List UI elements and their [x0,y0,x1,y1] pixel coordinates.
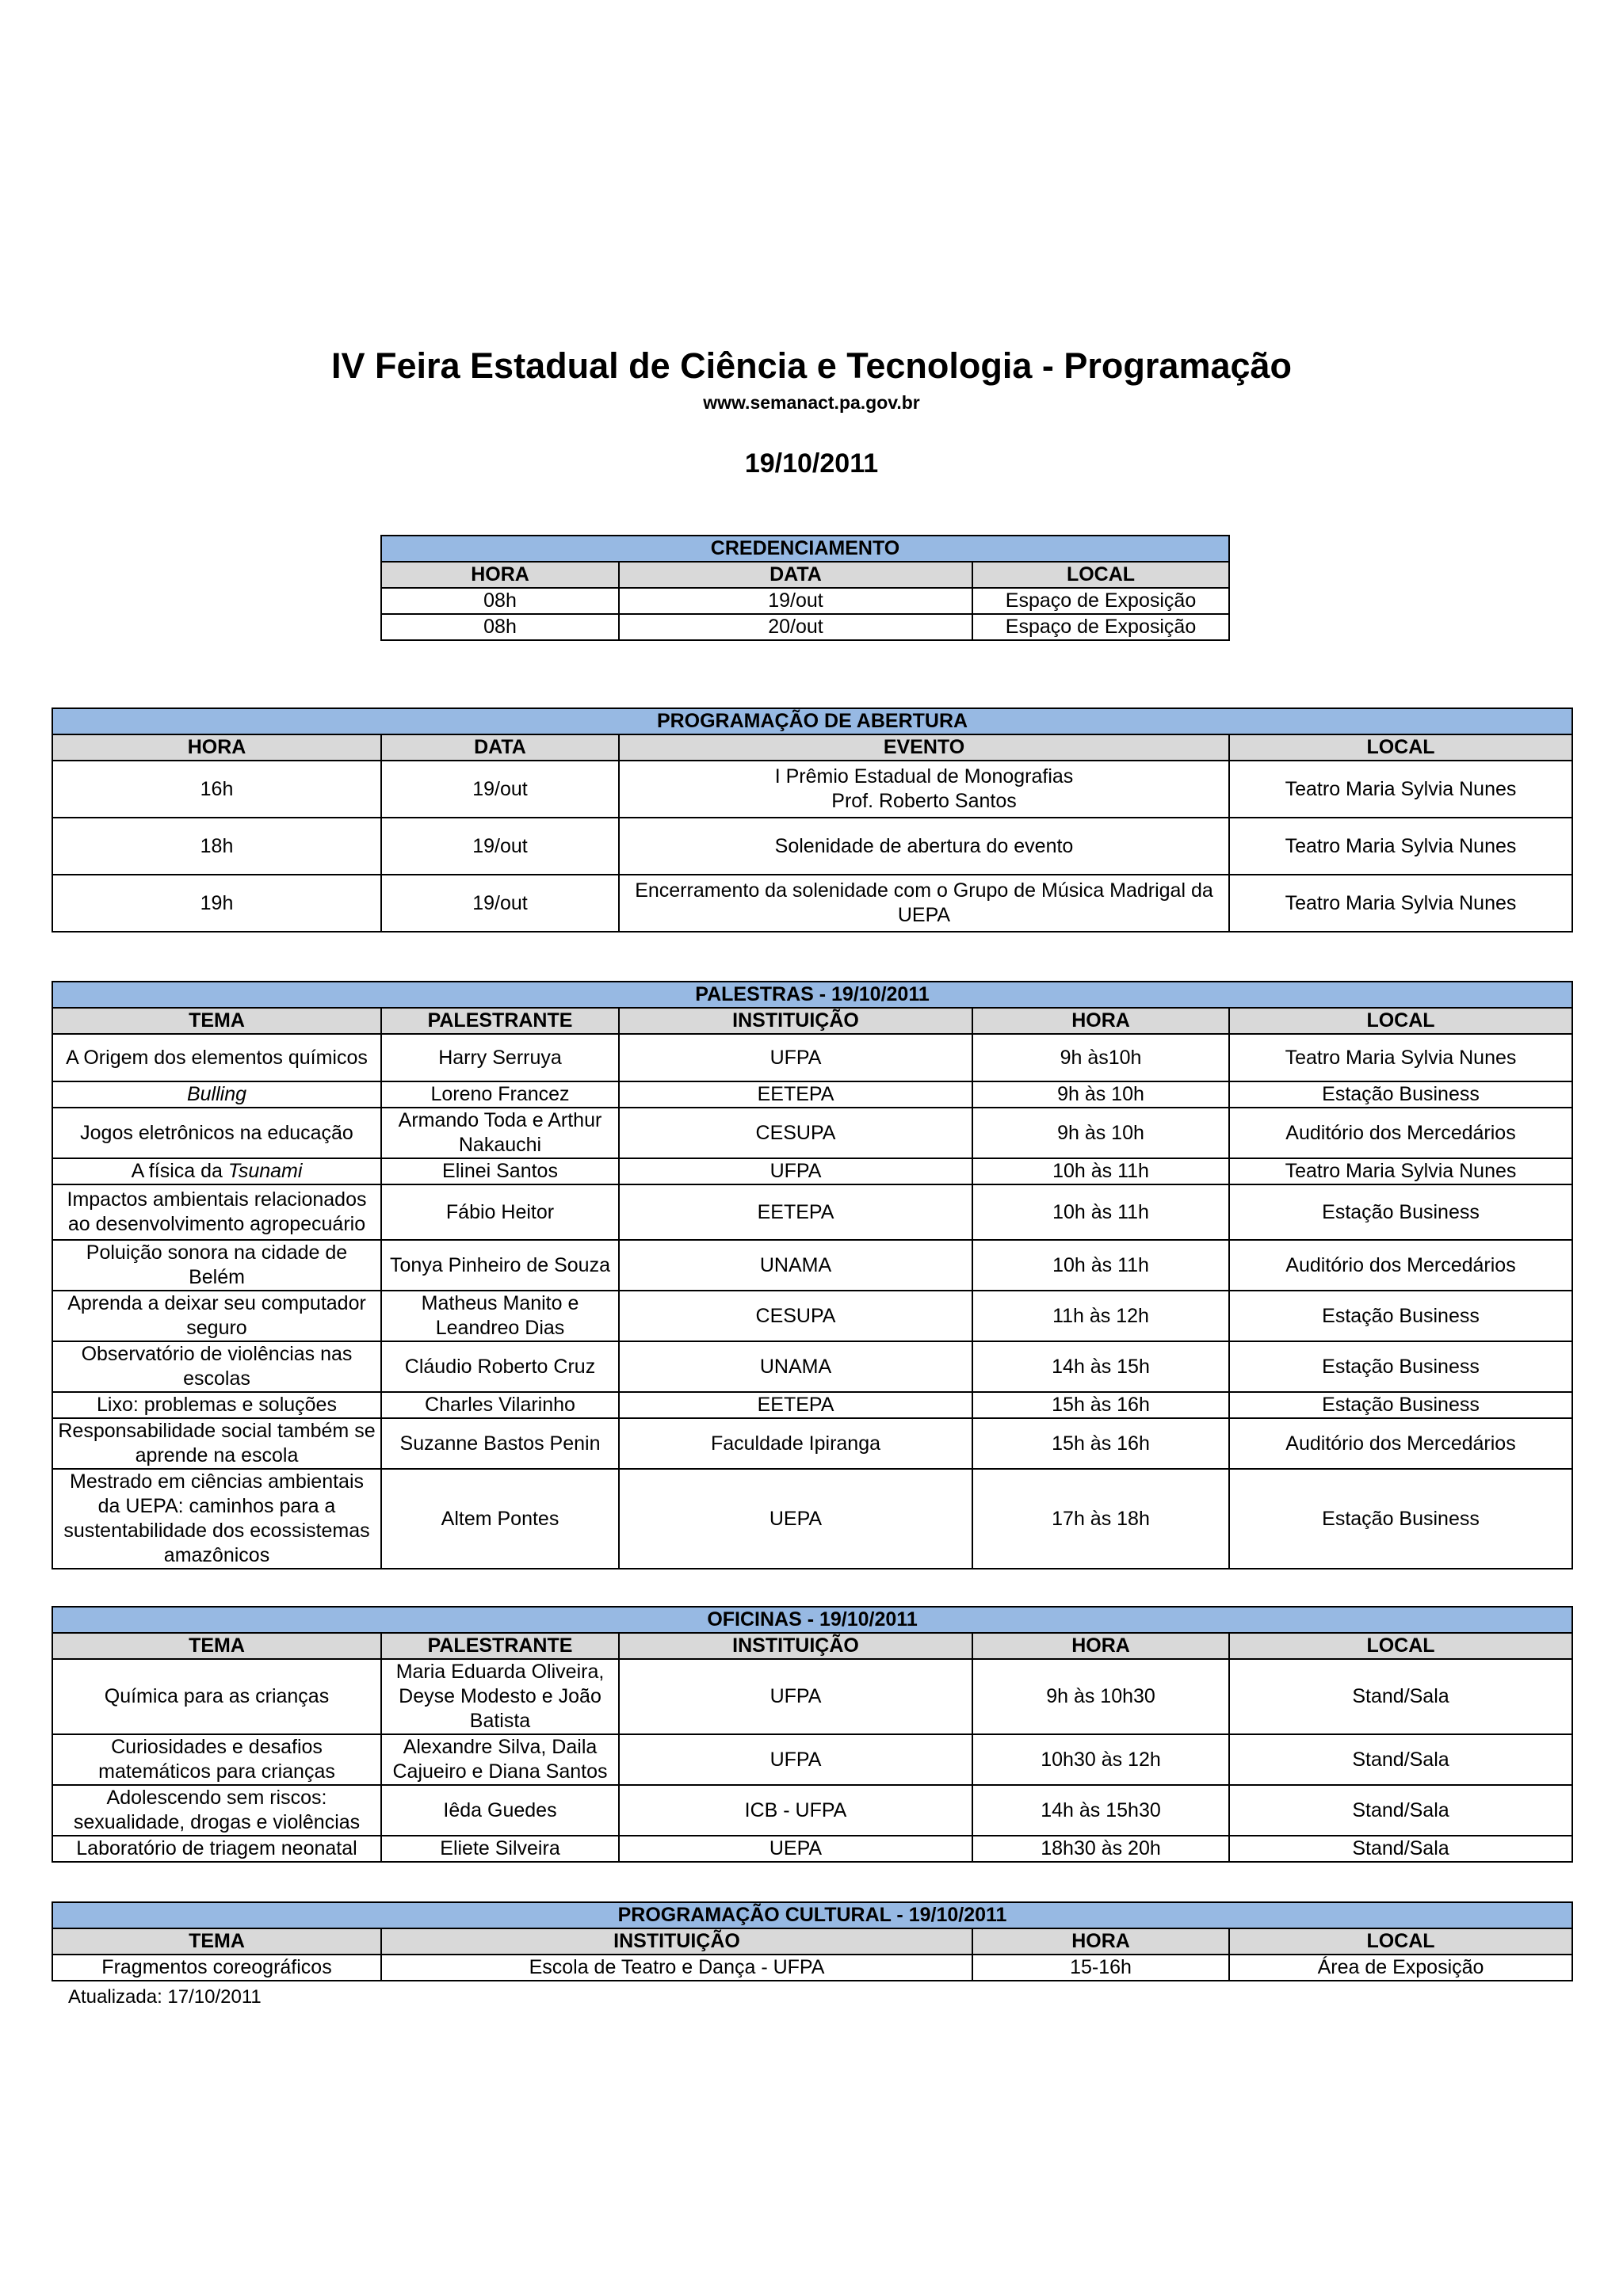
palestrante-cell: Altem Pontes [381,1469,619,1569]
column-header: HORA [972,1008,1229,1034]
local-cell: Stand/Sala [1229,1659,1572,1734]
hora-cell: 15-16h [972,1955,1229,1981]
instituicao-cell: UFPA [619,1659,972,1734]
column-header: HORA [972,1633,1229,1659]
evento-cell: I Prêmio Estadual de Monografias Prof. Roberto Santos [619,761,1229,818]
local-cell: Teatro Maria Sylvia Nunes [1229,1158,1572,1184]
instituicao-cell: EETEPA [619,1081,972,1108]
column-header: INSTITUIÇÃO [381,1928,972,1955]
table-row [52,1158,1572,1184]
instituicao-cell: UNAMA [619,1240,972,1291]
hora-cell: 9h às10h [972,1034,1229,1081]
hora-cell: 14h às 15h [972,1341,1229,1392]
table-row [52,1659,1572,1734]
local-cell: Auditório dos Mercedários [1229,1240,1572,1291]
palestrante-cell: Harry Serruya [381,1034,619,1081]
instituicao-cell: CESUPA [619,1108,972,1158]
instituicao-cell: UEPA [619,1836,972,1862]
tema-cell: Impactos ambientais relacionados ao desenvolvimento agropecuário [52,1184,381,1240]
palestrante-cell: Loreno Francez [381,1081,619,1108]
oficinas-table [52,1606,1573,1863]
local-cell: Stand/Sala [1229,1734,1572,1785]
table-row [52,1392,1572,1418]
tema-cell: Bulling [52,1081,381,1108]
hora-cell: 08h [381,614,619,640]
instituicao-cell: CESUPA [619,1291,972,1341]
table-row [52,1240,1572,1291]
section-title: PALESTRAS - 19/10/2011 [52,982,1572,1008]
hora-cell: 11h às 12h [972,1291,1229,1341]
column-header: TEMA [52,1008,381,1034]
hora-cell: 15h às 16h [972,1418,1229,1469]
column-header: LOCAL [1229,1633,1572,1659]
table-row [52,1418,1572,1469]
table-row [52,1836,1572,1862]
column-header: LOCAL [1229,1008,1572,1034]
palestrante-cell: Alexandre Silva, Daila Cajueiro e Diana Santos [381,1734,619,1785]
data-cell: 19/out [381,875,619,932]
data-cell: 20/out [619,614,972,640]
local-cell: Estação Business [1229,1392,1572,1418]
table-row [52,1081,1572,1108]
evento-cell: Solenidade de abertura do evento [619,818,1229,875]
section-title: CREDENCIAMENTO [381,536,1229,562]
section-title: PROGRAMAÇÃO DE ABERTURA [52,708,1572,734]
column-header: TEMA [52,1633,381,1659]
table-row [52,1184,1572,1240]
local-cell: Área de Exposição [1229,1955,1572,1981]
palestrante-cell: Elinei Santos [381,1158,619,1184]
column-header: PALESTRANTE [381,1633,619,1659]
column-header: INSTITUIÇÃO [619,1633,972,1659]
local-cell: Estação Business [1229,1341,1572,1392]
local-cell: Auditório dos Mercedários [1229,1418,1572,1469]
instituicao-cell: Escola de Teatro e Dança - UFPA [381,1955,972,1981]
table-row [52,1341,1572,1392]
tema-cell: Laboratório de triagem neonatal [52,1836,381,1862]
tema-cell: Fragmentos coreográficos [52,1955,381,1981]
page-title: IV Feira Estadual de Ciência e Tecnologia - Programação [330,345,1293,386]
local-cell: Estação Business [1229,1469,1572,1569]
table-row [52,1785,1572,1836]
tema-cell: Jogos eletrônicos na educação [52,1108,381,1158]
table-row [52,1734,1572,1785]
column-header: HORA [381,562,619,588]
credenciamento-table [380,535,1230,641]
hora-cell: 14h às 15h30 [972,1785,1229,1836]
tema-cell: Curiosidades e desafios matemáticos para crianças [52,1734,381,1785]
tema-cell: Observatório de violências nas escolas [52,1341,381,1392]
emphasized-word: Tsunami [227,1160,303,1182]
instituicao-cell: Faculdade Ipiranga [619,1418,972,1469]
hora-cell: 08h [381,588,619,614]
data-cell: 19/out [381,818,619,875]
tema-cell: A física da Tsunami [52,1158,381,1184]
local-cell: Teatro Maria Sylvia Nunes [1229,1034,1572,1081]
table-row [52,761,1572,818]
tema-cell: Química para as crianças [52,1659,381,1734]
instituicao-cell: UFPA [619,1158,972,1184]
palestrante-cell: Suzanne Bastos Penin [381,1418,619,1469]
column-header: HORA [52,734,381,761]
hora-cell: 10h às 11h [972,1240,1229,1291]
evento-cell: Encerramento da solenidade com o Grupo de Música Madrigal da UEPA [619,875,1229,932]
instituicao-cell: UNAMA [619,1341,972,1392]
table-row [52,1955,1572,1981]
column-header: INSTITUIÇÃO [619,1008,972,1034]
hora-cell: 19h [52,875,381,932]
column-header: DATA [381,734,619,761]
tema-cell: Responsabilidade social também se aprende na escola [52,1418,381,1469]
hora-cell: 9h às 10h [972,1081,1229,1108]
hora-cell: 9h às 10h30 [972,1659,1229,1734]
table-row [52,875,1572,932]
palestrante-cell: Charles Vilarinho [381,1392,619,1418]
palestrante-cell: Matheus Manito e Leandreo Dias [381,1291,619,1341]
hora-cell: 15h às 16h [972,1392,1229,1418]
column-header: EVENTO [619,734,1229,761]
table-row [52,1469,1572,1569]
table-row [381,588,1229,614]
tema-cell: Adolescendo sem riscos: sexualidade, drogas e violências [52,1785,381,1836]
local-cell: Auditório dos Mercedários [1229,1108,1572,1158]
palestrante-cell: Eliete Silveira [381,1836,619,1862]
instituicao-cell: UFPA [619,1734,972,1785]
table-row [52,1291,1572,1341]
local-cell: Teatro Maria Sylvia Nunes [1229,761,1572,818]
abertura-table [52,707,1573,933]
hora-cell: 18h [52,818,381,875]
instituicao-cell: UFPA [619,1034,972,1081]
column-header: TEMA [52,1928,381,1955]
palestrante-cell: Tonya Pinheiro de Souza [381,1240,619,1291]
local-cell: Espaço de Exposição [972,588,1229,614]
table-row [52,1108,1572,1158]
hora-cell: 17h às 18h [972,1469,1229,1569]
local-cell: Teatro Maria Sylvia Nunes [1229,818,1572,875]
cultural-table [52,1901,1573,1981]
updated-date: Atualizada: 17/10/2011 [68,1986,262,2008]
instituicao-cell: UEPA [619,1469,972,1569]
tema-cell: A Origem dos elementos químicos [52,1034,381,1081]
section-title: PROGRAMAÇÃO CULTURAL - 19/10/2011 [52,1902,1572,1928]
instituicao-cell: EETEPA [619,1392,972,1418]
hora-cell: 10h às 11h [972,1158,1229,1184]
local-cell: Stand/Sala [1229,1836,1572,1862]
data-cell: 19/out [381,761,619,818]
local-cell: Estação Business [1229,1291,1572,1341]
tema-cell: Mestrado em ciências ambientais da UEPA: caminhos para a sustentabilidade dos ecossistemas amazônicos [52,1469,381,1569]
section-title: OFICINAS - 19/10/2011 [52,1607,1572,1633]
local-cell: Stand/Sala [1229,1785,1572,1836]
tema-cell: Lixo: problemas e soluções [52,1392,381,1418]
hora-cell: 10h às 11h [972,1184,1229,1240]
column-header: LOCAL [972,562,1229,588]
hora-cell: 18h30 às 20h [972,1836,1229,1862]
hora-cell: 10h30 às 12h [972,1734,1229,1785]
tema-cell: Aprenda a deixar seu computador seguro [52,1291,381,1341]
table-row [381,614,1229,640]
website-url: www.semanact.pa.gov.br [703,392,920,413]
table-row [52,1034,1572,1081]
palestrante-cell: Armando Toda e Arthur Nakauchi [381,1108,619,1158]
palestrante-cell: Fábio Heitor [381,1184,619,1240]
local-cell: Estação Business [1229,1081,1572,1108]
column-header: HORA [972,1928,1229,1955]
column-header: DATA [619,562,972,588]
palestrante-cell: Iêda Guedes [381,1785,619,1836]
column-header: LOCAL [1229,734,1572,761]
local-cell: Espaço de Exposição [972,614,1229,640]
palestrante-cell: Cláudio Roberto Cruz [381,1341,619,1392]
column-header: LOCAL [1229,1928,1572,1955]
hora-cell: 9h às 10h [972,1108,1229,1158]
table-row [52,818,1572,875]
column-header: PALESTRANTE [381,1008,619,1034]
instituicao-cell: ICB - UFPA [619,1785,972,1836]
palestrante-cell: Maria Eduarda Oliveira, Deyse Modesto e João Batista [381,1659,619,1734]
hora-cell: 16h [52,761,381,818]
data-cell: 19/out [619,588,972,614]
tema-cell: Poluição sonora na cidade de Belém [52,1240,381,1291]
instituicao-cell: EETEPA [619,1184,972,1240]
palestras-table [52,981,1573,1569]
page-date: 19/10/2011 [744,448,879,479]
local-cell: Teatro Maria Sylvia Nunes [1229,875,1572,932]
local-cell: Estação Business [1229,1184,1572,1240]
